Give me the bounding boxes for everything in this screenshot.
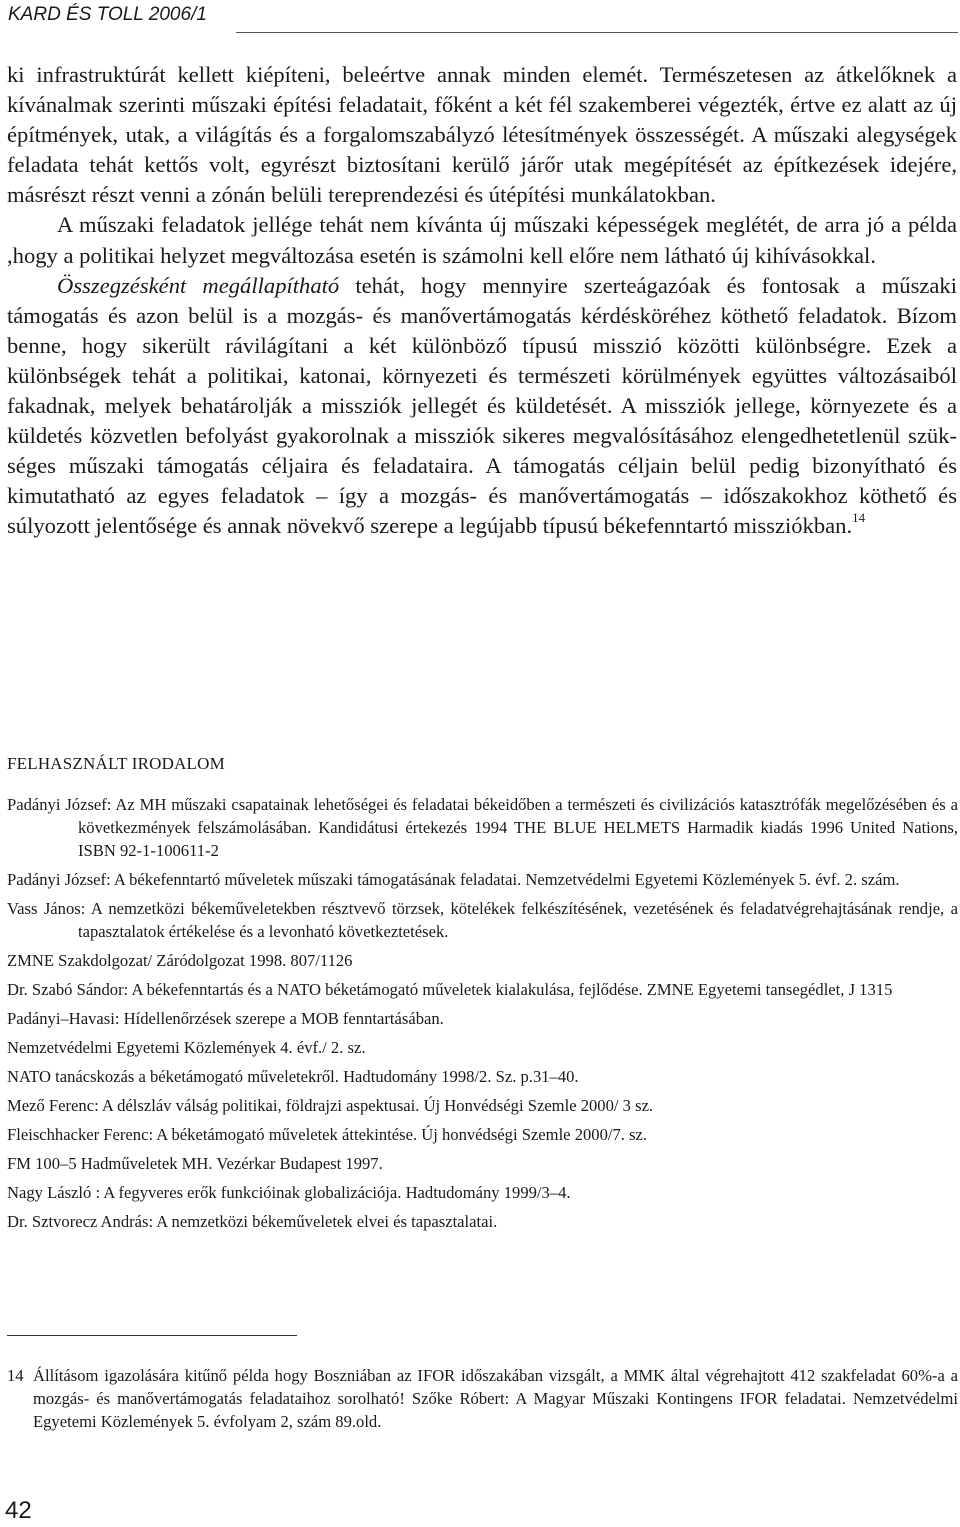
reference-item: Nemzetvédelmi Egyetemi Közlemények 4. évf./ 2. sz. <box>7 1038 366 1057</box>
reference-item: Vass János: A nemzetközi békeműveletekben résztvevő törzsek, kötelékek felkészítésének, vezetésének és feladatvégrehajtásának rendje, a tapasztalatok értékelése és a levonható következtetések. <box>7 899 958 941</box>
reference-item: Padányi–Havasi: Hídellenőrzések szerepe a MOB fenntartásában. <box>7 1009 444 1028</box>
reference-item: FM 100–5 Hadműveletek MH. Vezérkar Budapest 1997. <box>7 1154 383 1173</box>
references-section <box>7 752 958 1239</box>
reference-item: ZMNE Szakdolgozat/ Záródolgozat 1998. 807/1126 <box>7 951 353 970</box>
running-header <box>8 2 958 28</box>
reference-item: Mező Ferenc: A délszláv válság politikai, földrajzi aspektusai. Új Honvédségi Szemle 2000/ 3 sz. <box>7 1096 654 1115</box>
running-title: KARD ÉS TOLL 2006/1 <box>8 4 207 25</box>
footnote-separator <box>7 1335 297 1336</box>
italic-phrase: Összegzésként megállapítható <box>57 272 340 298</box>
footnote <box>7 1364 958 1433</box>
reference-item: Fleischhacker Ferenc: A béketámogató műveletek áttekintése. Új honvédségi Szemle 2000/7. sz. <box>7 1125 648 1144</box>
body-paragraph-3 <box>7 271 957 542</box>
header-rule <box>236 32 958 33</box>
reference-item: Nagy László : A fegyveres erők funkcióinak globalizációja. Hadtudomány 1999/3–4. <box>7 1183 571 1202</box>
footnote-number: 14 <box>7 1366 24 1385</box>
references-title: FELHASZNÁLT IRODALOM <box>7 754 225 773</box>
body-paragraph-3-text: tehát, hogy mennyire szerteágazóak és fontosak a műszaki támogatás és azon belül is a mozgás- és manővertámogatás kérdésköréhez köthető feladatok. Bízom benne, hogy sikerült rávilágítani a két különböző típusú misszió közötti különbségre. Ezek a különbségek tehát a politikai, katonai, környezeti és természeti körülmények együttes változásaiból fakadnak, melyek behatárolják a missziók jellegét és küldetését. A missziók jellege, környezete és a küldetés közvetlen befolyást gyakorolnak a missziók sikeres megvalósításához elengedhetetlenül szükséges műszaki támogatás céljaira és feladataira. A támogatás céljain belül pedig bizonyítható és kimutatható az egyes feladatok – így a mozgás- és manővertámogatás – időszakokhoz köthető és súlyozott jelentősége és annak növekvő szerepe a legújabb típusú békefenntartó missziókban. <box>7 272 957 539</box>
reference-item: Padányi József: Az MH műszaki csapatainak lehetőségei és feladatai békeidőben a természeti és civilizációs katasztrófák megelőzésében és a következmények felszámolásában. Kandidátusi értekezés 1994 THE BLUE HELMETS Harmadik kiadás 1996 United Nations, ISBN 92-1-100611-2 <box>7 795 958 860</box>
reference-item: Dr. Szabó Sándor: A békefenntartás és a NATO béketámogató műveletek kialakulása, fejlődése. ZMNE Egyetemi tansegédlet, J 1315 <box>7 980 893 999</box>
page-number: 42 <box>5 1497 32 1524</box>
body-paragraph-1: ki infrastruktúrát kellett kiépíteni, beleértve annak minden elemét. Természetesen az átkelőknek a kívánalmak szerinti műszaki építési feladatait, főként a két fél szakemberei végezték, értve ez alatt az új építmények, utak, a világítás és a forgalomszabályzó létesítmények összességét. A műszaki alegységek feladata tehát kettős volt, egyrészt biztosítani kerülő járőr utak megépítését az építkezések idejére, másrészt részt venni a zónán belüli tereprendezési és útépítési munkálatokban. <box>7 62 957 208</box>
main-body-text <box>7 60 957 542</box>
reference-item: Dr. Sztvorecz András: A nemzetközi békeműveletek elvei és tapasztalatai. <box>7 1212 498 1231</box>
footnote-text: Állításom igazolására kitűnő példa hogy Boszniában az IFOR időszakában vizsgált, a MMK által végrehajtott 412 szakfeladat 60%-a a mozgás- és manővertámogatás feladataihoz sorolható! Szőke Róbert: A Magyar Műszaki Kontingens IFOR feladatai. Nemzetvédelmi Egyetemi Közlemények 5. évfolyam 2, szám 89.old. <box>33 1366 958 1431</box>
reference-item: NATO tanácskozás a béketámogató műveletekről. Hadtudomány 1998/2. Sz. p.31–40. <box>7 1067 579 1086</box>
body-paragraph-2: A műszaki feladatok jellége tehát nem kívánta új műszaki képességek meglétét, de arra jó a példa ,hogy a politikai helyzet megváltozása esetén is számolni kell előre nem látható új kihívásokkal. <box>7 212 957 268</box>
reference-item: Padányi József: A békefenntartó műveletek műszaki támogatásának feladatai. Nemzetvédelmi Egyetemi Közlemények 5. évf. 2. szám. <box>7 870 900 889</box>
footnote-reference[interactable]: 14 <box>852 510 866 526</box>
